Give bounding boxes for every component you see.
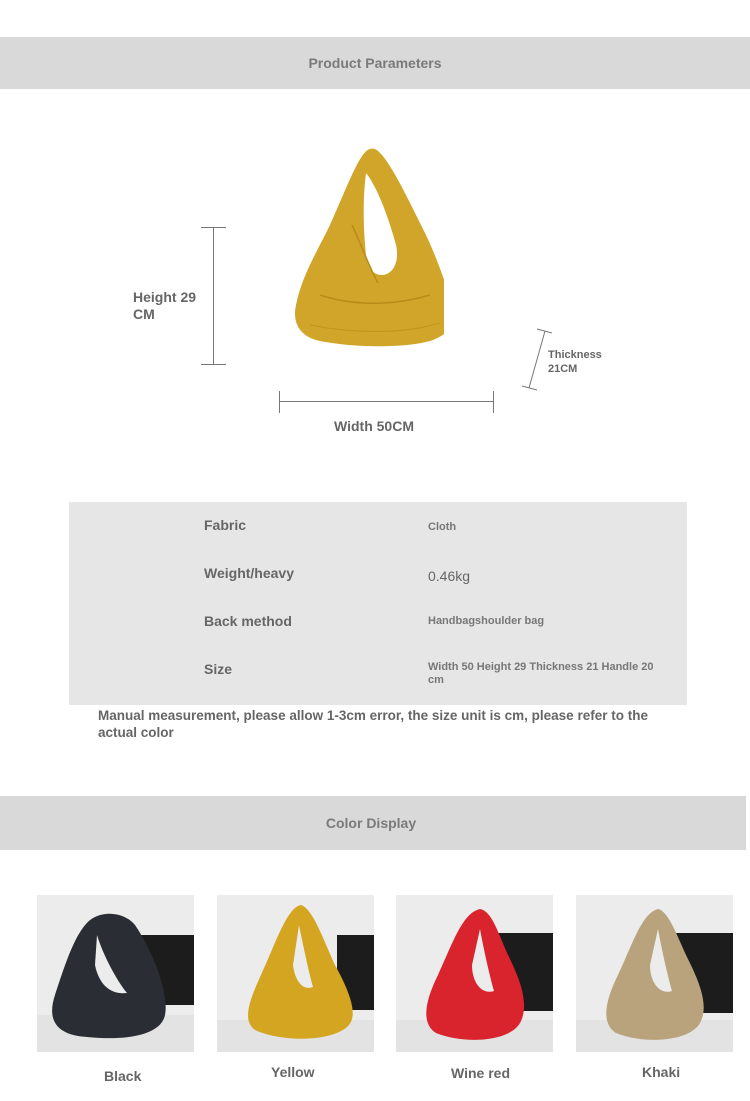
section-title: Product Parameters: [308, 55, 442, 71]
height-unit: CM: [133, 306, 155, 322]
thickness-label: [548, 348, 602, 376]
width-tick-left: [279, 391, 280, 413]
param-label: Fabric: [204, 517, 247, 533]
param-label: Weight/heavy: [204, 565, 294, 581]
color-swatch-wine-red[interactable]: [396, 895, 553, 1052]
param-value: Handbagshoulder bag: [428, 615, 545, 627]
param-value: Cloth: [428, 521, 457, 533]
color-swatch-khaki[interactable]: [576, 895, 733, 1052]
param-row-back-method: [69, 613, 687, 637]
parameters-table: [69, 502, 687, 705]
param-value: 0.46kg: [428, 568, 471, 584]
measurement-note: Manual measurement, please allow 1-3cm error, the size unit is cm, please refer to the actual color: [98, 708, 648, 740]
height-tick-bottom: [201, 364, 226, 365]
height-label: [133, 289, 196, 323]
height-line: [213, 227, 214, 365]
thickness-value: 21CM: [548, 363, 578, 375]
bag-black-image: [37, 895, 194, 1052]
param-row-weight: [69, 565, 687, 589]
bag-khaki-image: [576, 895, 733, 1052]
bag-wine-red-image: [396, 895, 553, 1052]
param-row-fabric: [69, 517, 687, 541]
section-header-parameters: [0, 37, 750, 89]
width-line: [279, 401, 494, 402]
width-label: Width 50CM: [334, 418, 414, 434]
width-tick-right: [493, 391, 494, 413]
color-label: Black: [104, 1068, 142, 1084]
param-label: Size: [204, 661, 233, 677]
color-label: Yellow: [271, 1064, 315, 1080]
height-value: Height 29: [133, 289, 197, 305]
color-label: Khaki: [642, 1064, 681, 1080]
color-swatch-yellow[interactable]: [217, 895, 374, 1052]
param-row-size: [69, 661, 687, 685]
bag-main-image: [294, 145, 444, 350]
height-tick-top: [201, 227, 226, 228]
color-swatch-black[interactable]: [37, 895, 194, 1052]
section-header-colors: [0, 796, 746, 850]
param-label: Back method: [204, 613, 292, 629]
thickness-text: Thickness: [548, 349, 602, 361]
bag-yellow-image: [217, 895, 374, 1052]
section-title: Color Display: [325, 815, 417, 831]
param-value: Width 50 Height 29 Thickness 21 Handle 20 cm: [428, 661, 654, 686]
color-label: Wine red: [451, 1065, 510, 1081]
